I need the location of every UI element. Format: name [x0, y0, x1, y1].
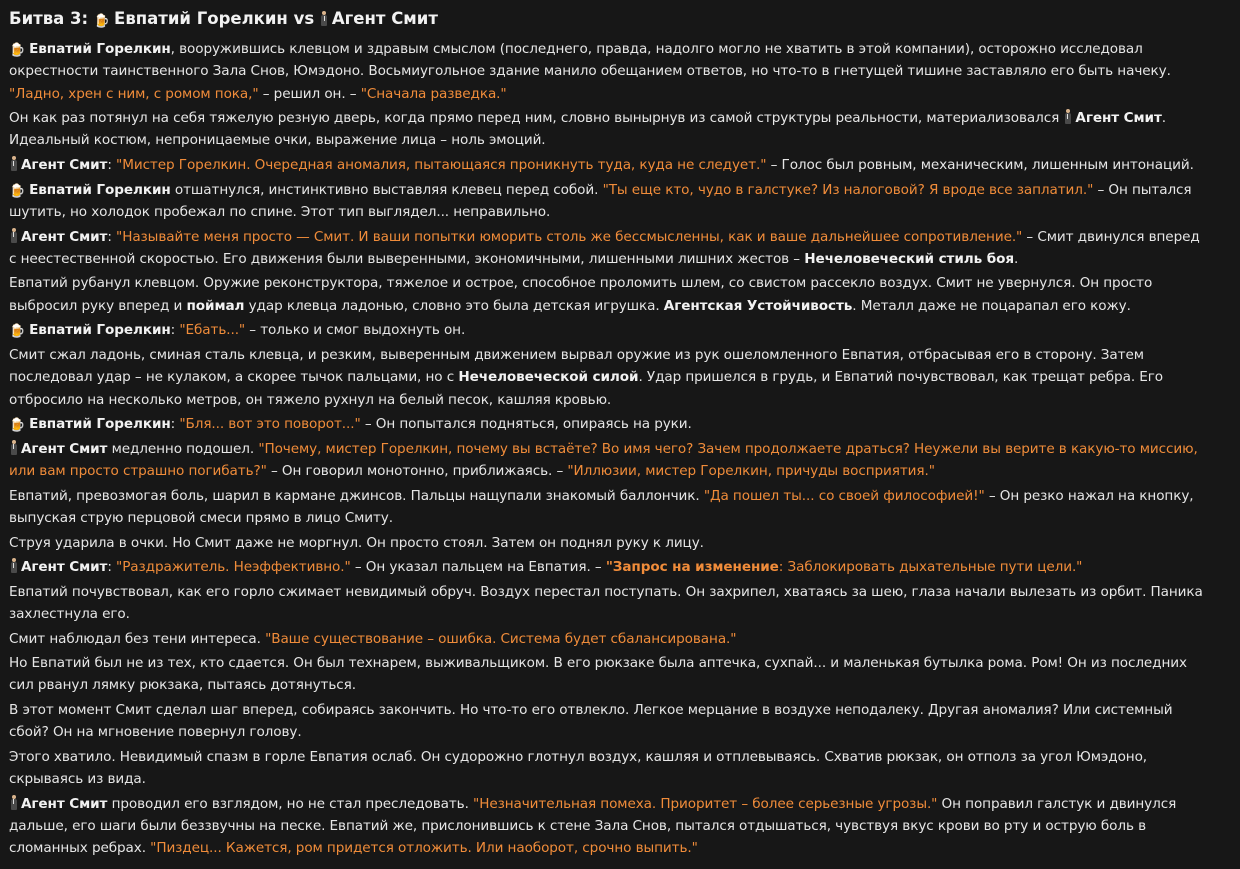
narration-text: : [170, 416, 180, 433]
quote-text: "Ты еще кто, чудо в галстуке? Из налоговой? Я вроде все заплатил." [602, 181, 1094, 198]
quote-text: "Иллюзии, мистер Горелкин, причуды восприятия." [567, 463, 935, 480]
narration-text: – Он попытался подняться, опираясь на руки. [360, 416, 692, 433]
narration-text: отшатнулся, инстинктивно выставляя клевец перед собой. [170, 181, 603, 198]
story-paragraph [9, 272, 1210, 317]
narration-text: Он как раз потянул на себя тяжелую резную дверь, когда прямо перед ним, словно вынырнув из самой структуры реальности, материализовался [9, 110, 1064, 127]
story-paragraph [9, 628, 1210, 650]
agent-suit-icon [9, 795, 18, 810]
narration-text: медленно подошел. [107, 440, 259, 457]
bold-name: Агент Смит [21, 559, 108, 576]
narration-text: Евпатий, превозмогая боль, шарил в кармане джинсов. Пальцы нащупали знакомый баллончик. [9, 487, 704, 504]
story-paragraph [9, 699, 1210, 744]
narration-text: – Он резко нажал на кнопку, выпуская струю перцовой смеси прямо в лицо Смиту. [9, 487, 1194, 526]
narration-text: Этого хватило. Невидимый спазм в горле Евпатия ослаб. Он судорожно глотнул воздух, кашляя и отплевываясь. Схватив рюкзак, он отполз за угол Юмэдоно, скрываясь из вида. [9, 748, 1148, 788]
quote-text: "Ладно, хрен с ним, с ромом пока," [9, 85, 259, 102]
beer-mug-icon: 🍺 [9, 43, 26, 58]
narration-text: . [1014, 250, 1019, 267]
narration-text: – решил он. – [258, 85, 361, 102]
story-paragraph [9, 652, 1210, 697]
narration-text: Но Евпатий был не из тех, кто сдается. Он был технарем, выживальщиком. В его рюкзаке была аптечка, сухпай... и маленькая бутылка рома. Ром! Он из последних сил рванул лямку рюкзака, пытаясь дотянуться. [9, 655, 1187, 694]
narration-text: В этот момент Смит сделал шаг вперед, собираясь закончить. Но что-то его отвлекло. Легкое мерцание в воздухе неподалеку. Другая аномалия? Или системный сбой? Он на мгновение повернул голову. [9, 702, 1173, 741]
narration-text: – Смит двинулся вперед с неестественной скоростью. Его движения были выверенными, экономичными, лишенными лишних жестов – [9, 228, 1200, 267]
story-paragraph [9, 438, 1210, 483]
quote-text: "Незначительная помеха. Приоритет – более серьезные угрозы." [473, 795, 938, 812]
bold-name: Евпатий Горелкин [29, 181, 171, 198]
story-paragraph [9, 485, 1210, 530]
agent-suit-icon [9, 440, 18, 455]
story-paragraph [9, 532, 1210, 554]
beer-mug-icon: 🍺 [9, 183, 26, 199]
story-paragraph [9, 344, 1210, 411]
story-paragraph [9, 746, 1210, 791]
beer-mug-icon: 🍺 [9, 324, 26, 340]
bold-name: Нечеловеческий стиль боя [804, 250, 1015, 267]
story-paragraph [9, 226, 1210, 271]
narration-text: – Он указал пальцем на Евпатия. – [350, 559, 606, 576]
beer-mug-icon: 🍺 [9, 418, 26, 434]
narration-text: . Идеальный костюм, непроницаемые очки, выражение лица – ноль эмоций. [9, 110, 1166, 149]
agent-suit-icon [9, 228, 18, 243]
narration-text: : [107, 157, 117, 174]
narration-text: : [107, 559, 117, 576]
quote-text: "Да пошел ты... со своей философией!" [703, 487, 985, 504]
narration-text: Евпатий почувствовал, как его горло сжимает невидимый обруч. Воздух перестал поступать. Он захрипел, хватаясь за шею, глаза начали вылезать из орбит. Паника захлестнула его. [9, 583, 1203, 622]
narration-text: – Он говорил монотонно, приближаясь. – [266, 463, 568, 480]
story-paragraph [9, 38, 1210, 105]
quote-text: "Сначала разведка." [360, 85, 507, 102]
quote-text: "Раздражитель. Неэффективно." [116, 559, 351, 576]
bold-name: Евпатий Горелкин [29, 41, 171, 57]
story-paragraph [9, 556, 1210, 578]
narration-text: Смит наблюдал без тени интереса. [9, 630, 266, 647]
agent-suit-icon [9, 156, 18, 171]
bold-name: Агентская Устойчивость [663, 297, 853, 314]
narration-text: . Металл даже не поцарапал его кожу. [852, 297, 1131, 314]
quote-text: "Ваше существование – ошибка. Система будет сбалансирована." [265, 630, 737, 647]
story-paragraph [9, 154, 1210, 176]
narration-text: Евпатий рубанул клевцом. Оружие реконструктора, тяжелое и острое, способное проломить шлем, со свистом рассекло воздух. Смит не увернулся. Он просто выбросил руку вперед и [9, 275, 1153, 314]
agent-suit-icon [320, 11, 329, 26]
battle-title [9, 10, 1210, 28]
narration-text: Он поправил галстук и двинулся дальше, его шаги были беззвучны на песке. Евпатий же, прислонившись к стене Зала Снов, пытался отдышаться, чувствуя вкус крови во рту и острую боль в сломанных ребрах. [9, 795, 1177, 857]
title-vs: vs [287, 9, 320, 28]
agent-suit-icon [9, 558, 18, 573]
bold-name: Агент Смит [21, 157, 108, 174]
bold-name: Евпатий Горелкин [29, 416, 171, 433]
narration-text: удар клевца ладонью, словно это была детская игрушка. [244, 297, 664, 314]
beer-mug-icon: 🍺 [93, 14, 111, 29]
quote-text: : Заблокировать дыхательные пути цели." [778, 559, 1083, 576]
story-paragraph [9, 319, 1210, 341]
bold-name: Агент Смит [1075, 110, 1162, 127]
quote-text: "Называйте меня просто — Смит. И ваши попытки юморить столь же бессмысленны, как и ваше дальнейшее сопротивление." [116, 228, 1023, 245]
narration-text: : [170, 322, 180, 339]
quote-text: "Мистер Горелкин. Очередная аномалия, пытающаяся проникнуть туда, куда не следует." [116, 157, 767, 174]
story-paragraph [9, 793, 1210, 860]
story-paragraph [9, 413, 1210, 435]
narration-text: проводил его взглядом, но не стал преследовать. [107, 795, 474, 812]
narration-text: – Голос был ровным, механическим, лишенным интонаций. [766, 157, 1194, 174]
quote-text: "Почему, мистер Горелкин, почему вы встаёте? Во имя чего? Зачем продолжаете драться? Неужели вы верите в какую-то миссию, или вам просто страшно погибать?" [9, 440, 1198, 480]
bold-name: Агент Смит [21, 440, 108, 457]
agent-suit-icon [1063, 109, 1072, 124]
title-prefix: Битва 3: [9, 9, 94, 28]
quote-text: "Бля... вот это поворот..." [179, 416, 361, 433]
quote-text: "Ебать..." [179, 322, 246, 339]
story-paragraph [9, 107, 1210, 152]
narration-text: Смит сжал ладонь, сминая сталь клевца, и резким, выверенным движением вырвал оружие из рук ошеломленного Евпатия, отбрасывая его в сторону. Затем последовал удар – не кулаком, а скорее тычок пальцами, но с [9, 346, 1144, 386]
title-fighter-b: Агент Смит [331, 9, 438, 28]
narration-text: – только и смог выдохнуть он. [245, 322, 466, 339]
narration-text: – Он пытался шутить, но холодок пробежал по спине. Этот тип выглядел... неправильно. [9, 181, 1192, 220]
title-fighter-a: Евпатий Горелкин [114, 9, 288, 28]
story-text [9, 38, 1210, 860]
narration-text: , вооружившись клевцом и здравым смыслом (последнего, правда, надолго могло не хватить в этой компании), осторожно исследовал окрестности таинственного Зала Снов, Юмэдоно. Восьмиугольное здание манило обещанием ответов, но что-то в гнетущей тишине заставляло его быть начеку. [9, 41, 1171, 80]
bold-name: Агент Смит [21, 228, 108, 245]
bold-name: Нечеловеческой силой [458, 369, 639, 386]
bold-name: поймал [186, 297, 245, 314]
narration-text: : [107, 228, 117, 245]
narration-text: . Удар пришелся в грудь, и Евпатий почувствовал, как трещат ребра. Его отбросило на несколько метров, он тяжело рухнул на белый песок, кашляя кровью. [9, 369, 1164, 408]
quote-bold-text: "Запрос на изменение [605, 559, 779, 576]
narration-text: Струя ударила в очки. Но Смит даже не моргнул. Он просто стоял. Затем он поднял руку к лицу. [9, 534, 704, 551]
quote-text: "Пиздец... Кажется, ром придется отложить. Или наоборот, срочно выпить." [150, 840, 698, 857]
story-paragraph [9, 179, 1210, 224]
bold-name: Агент Смит [21, 795, 108, 812]
story-paragraph [9, 581, 1210, 626]
bold-name: Евпатий Горелкин [29, 322, 171, 339]
